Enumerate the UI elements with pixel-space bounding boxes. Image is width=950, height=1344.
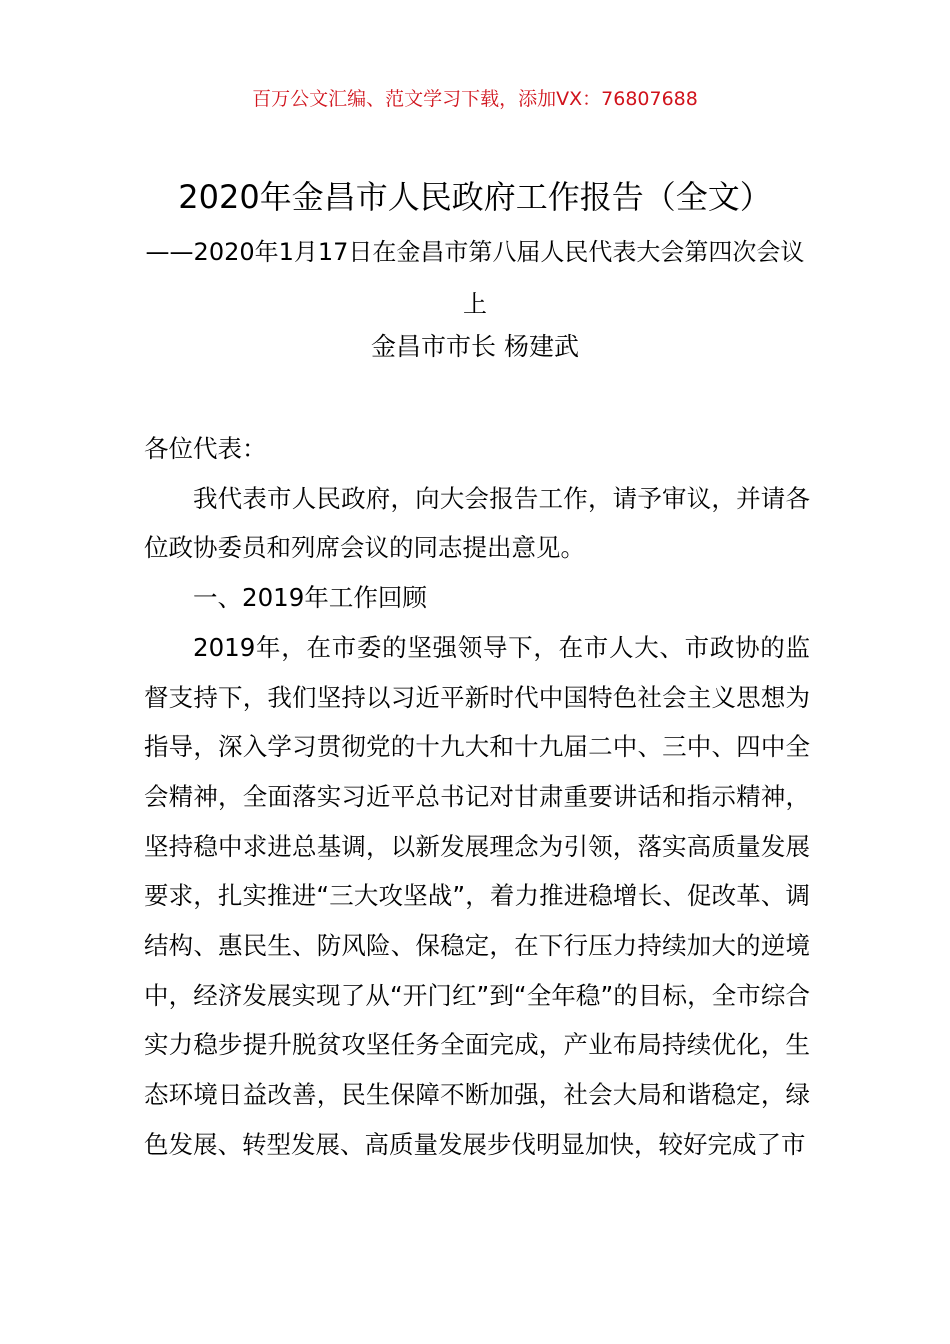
section-heading: 一、2019年工作回顾 bbox=[193, 583, 427, 613]
document-subtitle: ——2020年1月17日在金昌市第八届人民代表大会第四次会议上 bbox=[145, 238, 805, 318]
paragraph-review: 2019年，在市委的坚强领导下，在市人大、市政协的监督支持下，我们坚持以习近平新时代中国特色社会主义思想为指导，深入学习贯彻党的十九大和十九届二中、三中、四中全会精神，全面落实习近平总书记对甘肃重要讲话和指示精神，坚持稳中求进总基调，以新发展理念为引领，落实高质量发展要求，扎实推进“三大攻坚战”，着力推进稳增长、促改革、调结构、惠民生、防风险、保稳定，在下行压力持续加大的逆境中，经济发展实现了从“开门红”到“全年稳”的目标，全市综合实力稳步提升脱贫攻坚任务全面完成，产业布局持续优化，生态环境日益改善，民生保障不断加强，社会大局和谐稳定，绿色发展、转型发展、高质量发展步伐明显加快，较好完成了市 bbox=[144, 632, 810, 1159]
salutation: 各位代表： bbox=[144, 434, 267, 463]
document-author: 金昌市市长 杨建武 bbox=[371, 332, 579, 361]
document-body bbox=[144, 424, 810, 1170]
header-banner: 百万公文汇编、范文学习下载，添加VX：76807688 bbox=[252, 88, 698, 110]
paragraph-intro: 我代表市人民政府，向大会报告工作，请予审议，并请各位政协委员和列席会议的同志提出意见。 bbox=[144, 483, 810, 563]
document-title: 2020年金昌市人民政府工作报告（全文） bbox=[178, 178, 772, 216]
